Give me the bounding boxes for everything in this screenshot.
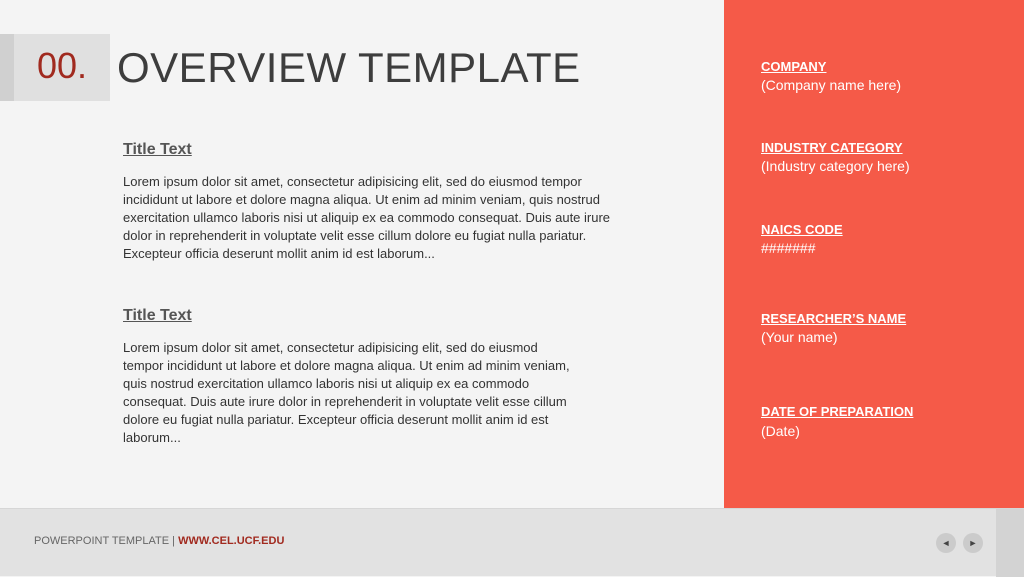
footer-edge (996, 509, 1024, 577)
next-slide-button[interactable] (963, 533, 983, 553)
section-2-title: Title Text (123, 307, 192, 324)
industry-category-value: (Industry category here) (761, 158, 910, 174)
date-of-preparation-label: DATE OF PREPARATION (761, 404, 914, 419)
number-tab (0, 34, 14, 101)
researcher-name-value: (Your name) (761, 329, 838, 345)
section-1-body: Lorem ipsum dolor sit amet, consectetur adipisicing elit, sed do eiusmod tempor incididunt ut labore et dolore magna aliqua. Ut enim ad minim veniam, quis nostrud exercitation ullamco laboris nisi ut aliquip ex ea commodo consequat. Duis aute irure dolor in reprehenderit in voluptate velit esse cillum dolore eu fugiat nulla pariatur. Excepteur officia deserunt mollit anim id est laborum... (123, 174, 611, 261)
date-of-preparation-value: (Date) (761, 423, 800, 439)
footer-caption (34, 535, 284, 547)
footer-template-text: POWERPOINT TEMPLATE | (34, 535, 179, 547)
naics-code-value: ####### (761, 240, 816, 256)
section-2-body: Lorem ipsum dolor sit amet, consectetur adipisicing elit, sed do eiusmod tempor incididunt ut labore et dolore magna aliqua. Ut enim ad minim veniam, quis nostrud exercitation ullamco laboris nisi ut aliquip ex ea commodo consequat. Duis aute irure dolor in reprehenderit in voluptate velit esse cillum dolore eu fugiat nulla pariatur. Excepteur officia deserunt mollit anim id est laborum... (123, 340, 570, 445)
industry-category-label: INDUSTRY CATEGORY (761, 140, 903, 155)
naics-code-label: NAICS CODE (761, 222, 843, 237)
researcher-name-label: RESEARCHER’S NAME (761, 311, 907, 326)
previous-slide-button[interactable] (936, 533, 956, 553)
section-number: 00. (36, 45, 88, 86)
company-label: COMPANY (761, 59, 827, 74)
company-value: (Company name here) (761, 77, 902, 93)
page-title: OVERVIEW TEMPLATE (117, 44, 581, 91)
footer-website-link[interactable]: WWW.CEL.UCF.EDU (178, 535, 285, 547)
arrow-left-icon: ◄ (941, 538, 951, 548)
arrow-right-icon: ► (968, 538, 978, 548)
section-1-title: Title Text (123, 141, 192, 158)
